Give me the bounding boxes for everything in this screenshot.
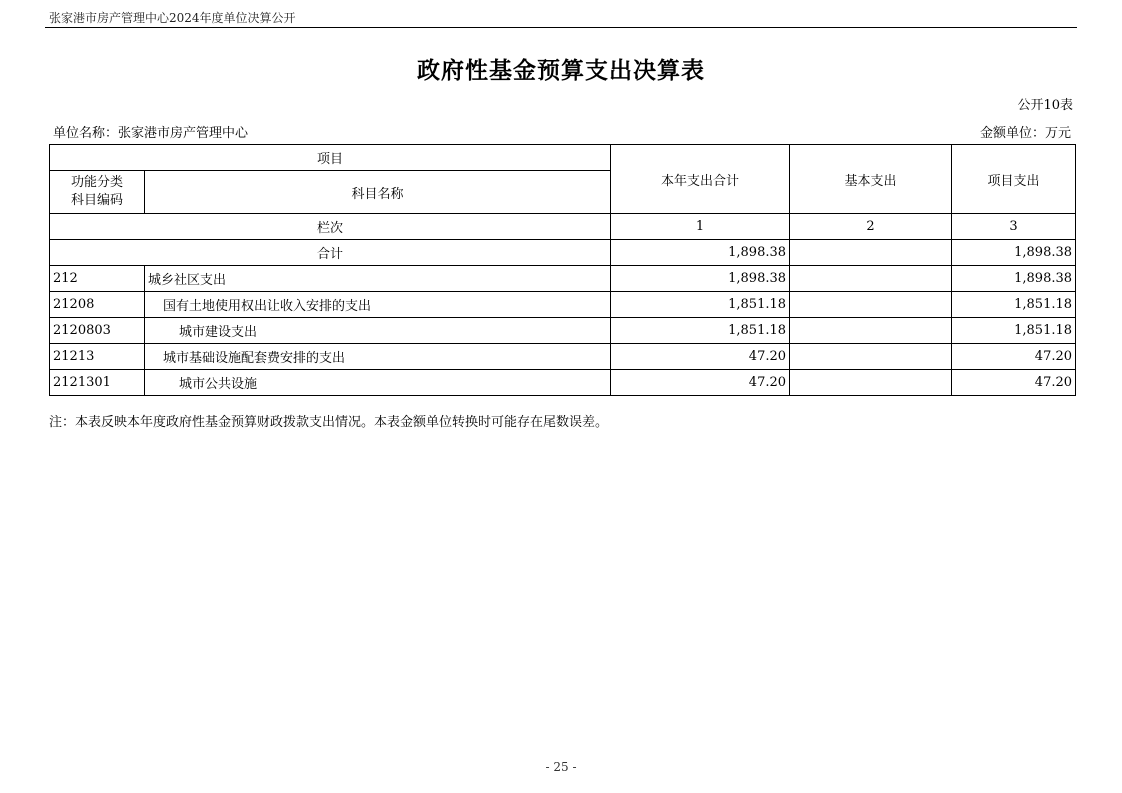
row-project: 1,851.18 (952, 318, 1076, 344)
row-name: 城市公共设施 (145, 370, 611, 396)
header-basic: 基本支出 (790, 145, 952, 214)
header-total: 本年支出合计 (611, 145, 790, 214)
column-index-3: 3 (952, 214, 1076, 240)
row-project: 1,898.38 (952, 266, 1076, 292)
row-total: 1,851.18 (611, 292, 790, 318)
table-row (50, 266, 1076, 292)
header-row-1 (50, 145, 1076, 171)
table-row (50, 318, 1076, 344)
running-header: 张家港市房产管理中心2024年度单位决算公开 (49, 11, 296, 25)
total-basic (790, 240, 952, 266)
row-code: 212 (50, 266, 145, 292)
column-index-row (50, 214, 1076, 240)
table-note: 注：本表反映本年度政府性基金预算财政拨款支出情况。本表金额单位转换时可能存在尾数误差。 (49, 415, 609, 430)
row-basic (790, 292, 952, 318)
header-rule (45, 27, 1077, 28)
row-basic (790, 266, 952, 292)
row-code: 2121301 (50, 370, 145, 396)
row-name: 城乡社区支出 (145, 266, 611, 292)
row-project: 47.20 (952, 370, 1076, 396)
total-label: 合计 (50, 240, 611, 266)
header-code-line2: 科目编码 (70, 193, 123, 208)
amount-unit: 金额单位：万元 (979, 126, 1071, 141)
header-item: 项目 (50, 145, 611, 171)
total-amount: 1,898.38 (611, 240, 790, 266)
expenditure-table (49, 144, 1076, 396)
header-project: 项目支出 (952, 145, 1076, 214)
total-project: 1,898.38 (952, 240, 1076, 266)
row-name: 国有土地使用权出让收入安排的支出 (145, 292, 611, 318)
row-basic (790, 370, 952, 396)
row-code: 2120803 (50, 318, 145, 344)
header-code (50, 171, 145, 214)
row-project: 47.20 (952, 344, 1076, 370)
row-code: 21213 (50, 344, 145, 370)
column-index-1: 1 (611, 214, 790, 240)
page-title: 政府性基金预算支出决算表 (417, 58, 705, 84)
total-row (50, 240, 1076, 266)
row-basic (790, 344, 952, 370)
row-project: 1,851.18 (952, 292, 1076, 318)
unit-name: 单位名称：张家港市房产管理中心 (53, 126, 249, 141)
table-number: 公开10表 (1017, 98, 1073, 113)
table-row (50, 344, 1076, 370)
row-name: 城市建设支出 (145, 318, 611, 344)
row-basic (790, 318, 952, 344)
table-row (50, 292, 1076, 318)
column-index-2: 2 (790, 214, 952, 240)
row-total: 1,898.38 (611, 266, 790, 292)
row-total: 47.20 (611, 370, 790, 396)
page-number: - 25 - (545, 760, 577, 774)
row-total: 47.20 (611, 344, 790, 370)
row-code: 21208 (50, 292, 145, 318)
header-code-line1: 功能分类 (70, 175, 123, 190)
column-index-label: 栏次 (50, 214, 611, 240)
row-name: 城市基础设施配套费安排的支出 (145, 344, 611, 370)
table-row (50, 370, 1076, 396)
header-name: 科目名称 (145, 171, 611, 214)
row-total: 1,851.18 (611, 318, 790, 344)
